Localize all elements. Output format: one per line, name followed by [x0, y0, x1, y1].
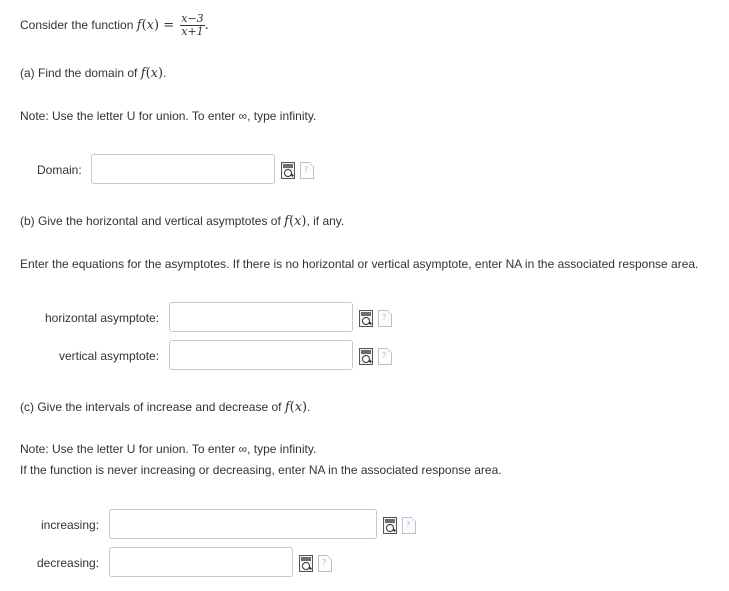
part-b-suffix: , if any. — [306, 214, 345, 228]
function-name: f — [284, 400, 290, 415]
fraction-denominator: x+1 — [181, 25, 204, 38]
part-a-prefix: (a) Find the domain of — [20, 66, 138, 80]
vertical-asymptote-label: vertical asymptote: — [59, 349, 160, 363]
preview-icon[interactable] — [281, 162, 295, 179]
preview-icon[interactable] — [359, 310, 373, 327]
part-b-instructions: Enter the equations for the asymptotes. If there is no horizontal or vertical asymptote, enter NA in the associated response area. — [20, 257, 699, 271]
intro-line — [20, 10, 209, 40]
function-expression: f(x) = $\frac{x-3}{x+1}$ . — [136, 12, 209, 38]
function-fraction — [180, 13, 204, 38]
intro-text: Consider the function — [20, 18, 134, 32]
part-c-function: f(x) — [284, 400, 308, 415]
function-var: x — [294, 214, 302, 229]
part-b-prefix: (b) Give the horizontal and vertical asymptotes of — [20, 214, 281, 228]
function-name: f — [136, 18, 142, 33]
help-icon[interactable] — [378, 310, 392, 327]
increasing-label: increasing: — [41, 518, 100, 532]
function-name: f — [140, 66, 146, 81]
help-icon[interactable] — [378, 348, 392, 365]
part-b-function: f(x) — [284, 214, 307, 229]
part-c-note-1: Note: Use the letter U for union. To enter ∞, type infinity. — [20, 442, 317, 456]
function-var: x — [294, 400, 303, 415]
function-var: x — [146, 18, 154, 33]
part-b-heading — [20, 214, 344, 229]
horizontal-asymptote-label: horizontal asymptote: — [45, 311, 160, 325]
function-name: f — [284, 214, 289, 229]
part-c-note-2: If the function is never increasing or decreasing, enter NA in the associated response area. — [20, 463, 502, 477]
help-icon[interactable] — [318, 555, 332, 572]
part-c-prefix: (c) Give the intervals of increase and decrease of — [20, 400, 282, 414]
horizontal-asymptote-input[interactable] — [169, 302, 353, 332]
decreasing-input[interactable] — [109, 547, 293, 577]
part-c-heading: (c) Give the intervals of increase and decrease of f(x). — [20, 400, 311, 415]
preview-icon[interactable] — [299, 555, 313, 572]
preview-icon[interactable] — [383, 517, 397, 534]
part-a-function: f(x) — [140, 66, 164, 81]
vertical-asymptote-input[interactable] — [169, 340, 353, 370]
function-var: x — [150, 66, 158, 81]
increasing-input[interactable] — [109, 509, 377, 539]
decreasing-label: decreasing: — [37, 556, 100, 570]
domain-label: Domain: — [37, 163, 82, 177]
help-icon[interactable] — [402, 517, 416, 534]
preview-icon[interactable] — [359, 348, 373, 365]
fraction-numerator: x−3 — [181, 12, 204, 25]
help-icon[interactable] — [300, 162, 314, 179]
part-a-heading: (a) Find the domain of f(x). — [20, 66, 167, 81]
part-a-note: Note: Use the letter U for union. To enter ∞, type infinity. — [20, 109, 317, 123]
domain-input[interactable] — [91, 154, 275, 184]
